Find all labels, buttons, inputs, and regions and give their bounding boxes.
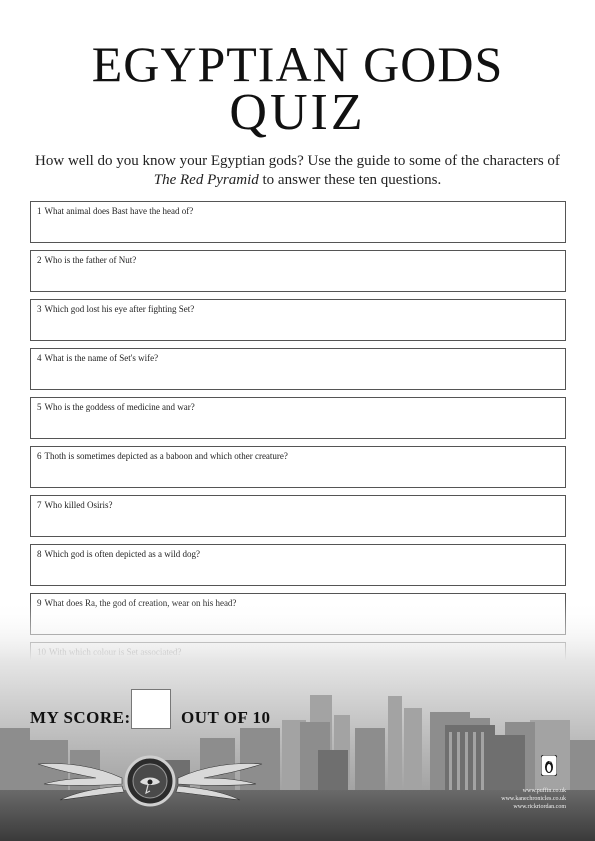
question-text: What animal does Bast have the head of? bbox=[44, 206, 194, 216]
puffin-publisher-icon bbox=[541, 755, 557, 776]
question-box-5[interactable] bbox=[30, 397, 566, 439]
question-number: 2 bbox=[37, 255, 42, 265]
url-link[interactable]: www.puffin.co.uk bbox=[522, 788, 566, 794]
question-number: 5 bbox=[37, 402, 42, 412]
score-label: MY SCORE: bbox=[30, 708, 131, 727]
intro-text-end: to answer these ten questions. bbox=[258, 172, 442, 188]
question-text: Which god lost his eye after fighting Set? bbox=[44, 304, 195, 314]
score-out-of: OUT OF 10 bbox=[181, 708, 271, 727]
answer-area[interactable] bbox=[37, 273, 559, 287]
answer-area[interactable] bbox=[37, 420, 559, 434]
quiz-title-line1: EGYPTIAN GODS bbox=[91, 36, 504, 92]
question-box-4[interactable] bbox=[30, 348, 566, 390]
question-number: 6 bbox=[37, 451, 42, 461]
question-box-7[interactable] bbox=[30, 495, 566, 537]
footer-urls bbox=[501, 787, 566, 811]
score-box[interactable] bbox=[131, 689, 171, 729]
question-text: Who is the goddess of medicine and war? bbox=[44, 402, 195, 412]
question-box-3[interactable] bbox=[30, 299, 566, 341]
question-number: 3 bbox=[37, 304, 42, 314]
question-number: 8 bbox=[37, 549, 42, 559]
answer-area[interactable] bbox=[37, 322, 559, 336]
kane-chronicles-logo bbox=[36, 748, 264, 812]
question-number: 4 bbox=[37, 353, 42, 363]
url-link[interactable]: www.rickriordan.com bbox=[513, 804, 566, 810]
question-box-2[interactable] bbox=[30, 250, 566, 292]
question-number: 7 bbox=[37, 500, 42, 510]
answer-area[interactable] bbox=[37, 567, 559, 581]
quiz-title-line2: QUIZ bbox=[229, 84, 366, 141]
question-box-1[interactable] bbox=[30, 201, 566, 243]
answer-area[interactable] bbox=[37, 371, 559, 385]
intro-text bbox=[30, 152, 565, 190]
answer-area[interactable] bbox=[37, 224, 559, 238]
book-title: The Red Pyramid bbox=[153, 172, 259, 188]
answer-area[interactable] bbox=[37, 518, 559, 532]
intro-text-start: How well do you know your Egyptian gods? Use the guide to some of the characters of bbox=[35, 153, 560, 169]
question-box-8[interactable] bbox=[30, 544, 566, 586]
question-number: 1 bbox=[37, 206, 42, 216]
question-text: What is the name of Set's wife? bbox=[44, 353, 159, 363]
question-text: Who killed Osiris? bbox=[44, 500, 113, 510]
question-text: Who is the father of Nut? bbox=[44, 255, 137, 265]
answer-area[interactable] bbox=[37, 469, 559, 483]
question-text: Which god is often depicted as a wild dog? bbox=[44, 549, 200, 559]
url-link[interactable]: www.kanechronicles.co.uk bbox=[501, 796, 566, 802]
question-text: Thoth is sometimes depicted as a baboon and which other creature? bbox=[44, 451, 288, 461]
question-box-6[interactable] bbox=[30, 446, 566, 488]
